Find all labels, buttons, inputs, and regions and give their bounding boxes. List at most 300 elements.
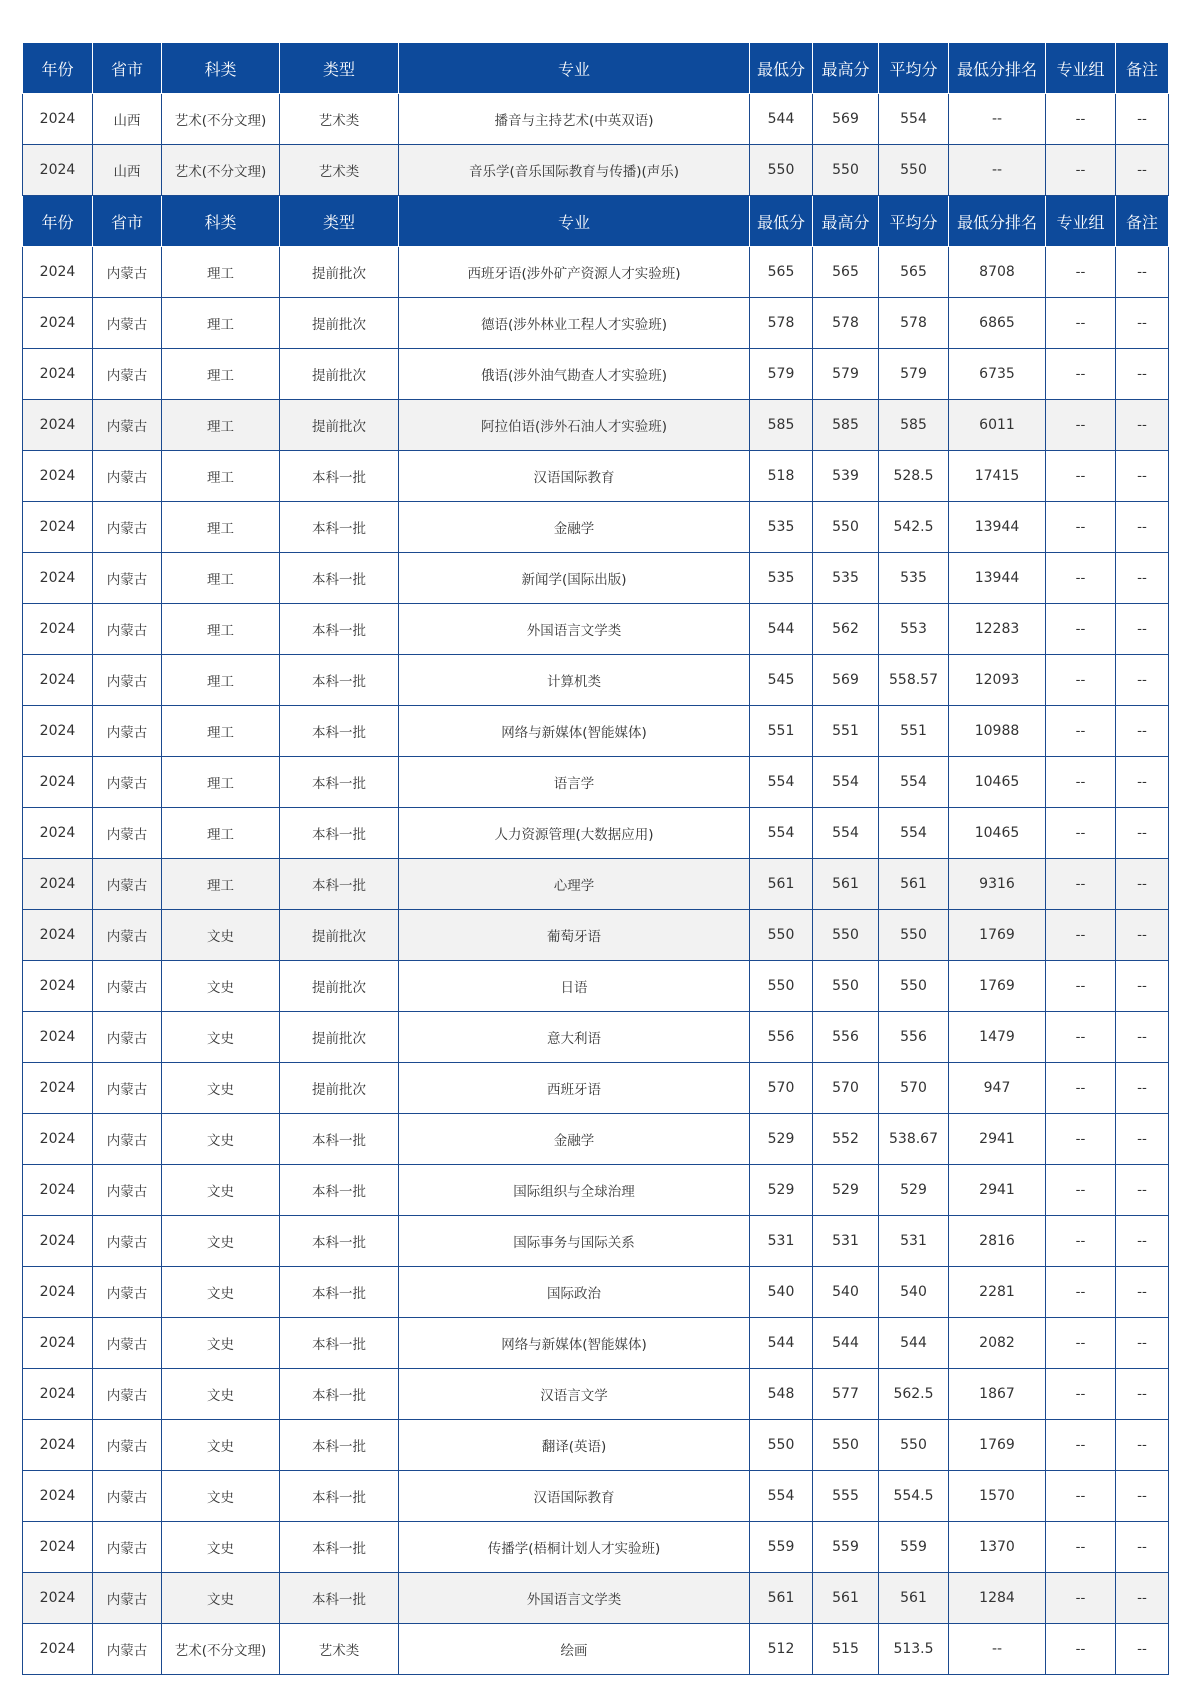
cell-remark: --: [1116, 706, 1169, 757]
cell-min-rank: 2281: [949, 1267, 1046, 1318]
cell-remark: --: [1116, 1522, 1169, 1573]
header-min-score: 最低分: [750, 196, 813, 247]
cell-batch: 本科一批: [280, 1471, 399, 1522]
cell-year: 2024: [23, 961, 93, 1012]
cell-year: 2024: [23, 451, 93, 502]
cell-avg-score: 558.57: [879, 655, 949, 706]
table-row: [23, 145, 1169, 196]
cell-major: 日语: [399, 961, 750, 1012]
cell-min-score: 535: [750, 502, 813, 553]
table-row: [23, 400, 1169, 451]
cell-min-score: 540: [750, 1267, 813, 1318]
cell-subject: 文史: [162, 1318, 280, 1369]
table-row: [23, 94, 1169, 145]
cell-remark: --: [1116, 94, 1169, 145]
table-body: [23, 43, 1169, 1675]
cell-subject: 文史: [162, 1114, 280, 1165]
cell-min-rank: 1769: [949, 1420, 1046, 1471]
cell-province: 内蒙古: [93, 349, 162, 400]
cell-year: 2024: [23, 349, 93, 400]
cell-batch: 本科一批: [280, 757, 399, 808]
cell-remark: --: [1116, 1012, 1169, 1063]
cell-min-rank: 10465: [949, 808, 1046, 859]
cell-year: 2024: [23, 655, 93, 706]
cell-max-score: 551: [813, 706, 879, 757]
cell-year: 2024: [23, 1573, 93, 1624]
cell-min-score: 544: [750, 604, 813, 655]
cell-year: 2024: [23, 145, 93, 196]
cell-min-rank: 2082: [949, 1318, 1046, 1369]
cell-year: 2024: [23, 1420, 93, 1471]
cell-min-rank: 1867: [949, 1369, 1046, 1420]
cell-remark: --: [1116, 349, 1169, 400]
cell-province: 内蒙古: [93, 553, 162, 604]
cell-batch: 提前批次: [280, 1012, 399, 1063]
cell-min-score: 570: [750, 1063, 813, 1114]
cell-remark: --: [1116, 553, 1169, 604]
cell-avg-score: 513.5: [879, 1624, 949, 1675]
table-row: [23, 502, 1169, 553]
cell-batch: 本科一批: [280, 1267, 399, 1318]
cell-major-group: --: [1046, 298, 1116, 349]
cell-batch: 本科一批: [280, 1573, 399, 1624]
cell-min-score: 544: [750, 1318, 813, 1369]
cell-min-score: 554: [750, 808, 813, 859]
cell-avg-score: 579: [879, 349, 949, 400]
table-row: [23, 961, 1169, 1012]
cell-min-rank: 6865: [949, 298, 1046, 349]
header-min-rank: 最低分排名: [949, 196, 1046, 247]
cell-avg-score: 559: [879, 1522, 949, 1573]
cell-max-score: 529: [813, 1165, 879, 1216]
cell-subject: 理工: [162, 247, 280, 298]
cell-province: 山西: [93, 145, 162, 196]
cell-min-rank: 13944: [949, 553, 1046, 604]
table-row: [23, 655, 1169, 706]
cell-max-score: 577: [813, 1369, 879, 1420]
cell-province: 内蒙古: [93, 1471, 162, 1522]
cell-max-score: 562: [813, 604, 879, 655]
header-major-group: 专业组: [1046, 43, 1116, 94]
cell-major-group: --: [1046, 1318, 1116, 1369]
cell-major-group: --: [1046, 1573, 1116, 1624]
cell-province: 内蒙古: [93, 451, 162, 502]
cell-avg-score: 550: [879, 961, 949, 1012]
cell-remark: --: [1116, 502, 1169, 553]
cell-avg-score: 585: [879, 400, 949, 451]
header-year: 年份: [23, 43, 93, 94]
cell-min-rank: 1769: [949, 961, 1046, 1012]
table-row: [23, 247, 1169, 298]
cell-max-score: 561: [813, 1573, 879, 1624]
cell-min-rank: 1284: [949, 1573, 1046, 1624]
cell-major-group: --: [1046, 1114, 1116, 1165]
cell-min-rank: 1769: [949, 910, 1046, 961]
cell-major: 金融学: [399, 1114, 750, 1165]
cell-year: 2024: [23, 1114, 93, 1165]
cell-remark: --: [1116, 247, 1169, 298]
cell-major-group: --: [1046, 706, 1116, 757]
cell-year: 2024: [23, 1624, 93, 1675]
table-row: [23, 910, 1169, 961]
header-major-group: 专业组: [1046, 196, 1116, 247]
cell-year: 2024: [23, 298, 93, 349]
cell-year: 2024: [23, 910, 93, 961]
cell-remark: --: [1116, 1318, 1169, 1369]
cell-province: 内蒙古: [93, 757, 162, 808]
cell-province: 内蒙古: [93, 1267, 162, 1318]
cell-major-group: --: [1046, 1420, 1116, 1471]
cell-min-score: 585: [750, 400, 813, 451]
cell-subject: 文史: [162, 1420, 280, 1471]
cell-year: 2024: [23, 859, 93, 910]
cell-batch: 提前批次: [280, 1063, 399, 1114]
cell-year: 2024: [23, 1012, 93, 1063]
cell-max-score: 555: [813, 1471, 879, 1522]
cell-major: 新闻学(国际出版): [399, 553, 750, 604]
cell-avg-score: 570: [879, 1063, 949, 1114]
cell-min-score: 559: [750, 1522, 813, 1573]
header-batch: 类型: [280, 196, 399, 247]
cell-batch: 本科一批: [280, 502, 399, 553]
header-batch: 类型: [280, 43, 399, 94]
cell-remark: --: [1116, 1114, 1169, 1165]
cell-min-score: 548: [750, 1369, 813, 1420]
cell-max-score: 579: [813, 349, 879, 400]
cell-province: 内蒙古: [93, 1573, 162, 1624]
cell-min-rank: 10465: [949, 757, 1046, 808]
cell-province: 内蒙古: [93, 298, 162, 349]
table-row: [23, 808, 1169, 859]
header-remark: 备注: [1116, 196, 1169, 247]
cell-max-score: 539: [813, 451, 879, 502]
cell-year: 2024: [23, 757, 93, 808]
cell-min-rank: 1570: [949, 1471, 1046, 1522]
cell-major-group: --: [1046, 859, 1116, 910]
cell-avg-score: 550: [879, 910, 949, 961]
header-province: 省市: [93, 43, 162, 94]
table-row: [23, 757, 1169, 808]
cell-year: 2024: [23, 400, 93, 451]
cell-major-group: --: [1046, 961, 1116, 1012]
header-avg-score: 平均分: [879, 196, 949, 247]
cell-min-score: 565: [750, 247, 813, 298]
header-major: 专业: [399, 196, 750, 247]
cell-subject: 理工: [162, 502, 280, 553]
cell-subject: 理工: [162, 553, 280, 604]
cell-subject: 文史: [162, 1369, 280, 1420]
cell-remark: --: [1116, 400, 1169, 451]
cell-avg-score: 553: [879, 604, 949, 655]
table-row: [23, 1573, 1169, 1624]
cell-max-score: 569: [813, 94, 879, 145]
cell-major-group: --: [1046, 451, 1116, 502]
cell-min-rank: 6011: [949, 400, 1046, 451]
cell-major-group: --: [1046, 1012, 1116, 1063]
cell-year: 2024: [23, 1522, 93, 1573]
cell-min-score: 556: [750, 1012, 813, 1063]
cell-max-score: 569: [813, 655, 879, 706]
cell-major: 俄语(涉外油气勘查人才实验班): [399, 349, 750, 400]
cell-avg-score: 540: [879, 1267, 949, 1318]
cell-avg-score: 551: [879, 706, 949, 757]
cell-min-score: 550: [750, 145, 813, 196]
cell-max-score: 544: [813, 1318, 879, 1369]
cell-subject: 艺术(不分文理): [162, 94, 280, 145]
cell-avg-score: 561: [879, 1573, 949, 1624]
cell-remark: --: [1116, 808, 1169, 859]
cell-major: 德语(涉外林业工程人才实验班): [399, 298, 750, 349]
cell-major-group: --: [1046, 1165, 1116, 1216]
header-subject: 科类: [162, 196, 280, 247]
cell-batch: 本科一批: [280, 1318, 399, 1369]
cell-min-score: 578: [750, 298, 813, 349]
cell-min-score: 531: [750, 1216, 813, 1267]
cell-batch: 提前批次: [280, 961, 399, 1012]
cell-province: 内蒙古: [93, 1369, 162, 1420]
cell-min-score: 579: [750, 349, 813, 400]
cell-avg-score: 578: [879, 298, 949, 349]
cell-major-group: --: [1046, 808, 1116, 859]
cell-major: 金融学: [399, 502, 750, 553]
cell-batch: 本科一批: [280, 1420, 399, 1471]
cell-major: 汉语国际教育: [399, 451, 750, 502]
cell-max-score: 554: [813, 757, 879, 808]
cell-batch: 提前批次: [280, 910, 399, 961]
cell-remark: --: [1116, 298, 1169, 349]
cell-year: 2024: [23, 1063, 93, 1114]
cell-subject: 艺术(不分文理): [162, 1624, 280, 1675]
cell-max-score: 585: [813, 400, 879, 451]
cell-major-group: --: [1046, 1369, 1116, 1420]
cell-avg-score: 554: [879, 94, 949, 145]
cell-subject: 文史: [162, 1267, 280, 1318]
cell-year: 2024: [23, 1216, 93, 1267]
cell-subject: 理工: [162, 451, 280, 502]
cell-province: 内蒙古: [93, 502, 162, 553]
cell-min-rank: 6735: [949, 349, 1046, 400]
cell-max-score: 535: [813, 553, 879, 604]
cell-year: 2024: [23, 553, 93, 604]
cell-avg-score: 562.5: [879, 1369, 949, 1420]
cell-major-group: --: [1046, 1624, 1116, 1675]
cell-avg-score: 556: [879, 1012, 949, 1063]
cell-remark: --: [1116, 1369, 1169, 1420]
cell-year: 2024: [23, 502, 93, 553]
cell-remark: --: [1116, 604, 1169, 655]
cell-max-score: 550: [813, 1420, 879, 1471]
cell-remark: --: [1116, 1165, 1169, 1216]
header-min-rank: 最低分排名: [949, 43, 1046, 94]
cell-major: 音乐学(音乐国际教育与传播)(声乐): [399, 145, 750, 196]
cell-year: 2024: [23, 1369, 93, 1420]
cell-avg-score: 554: [879, 808, 949, 859]
cell-major: 国际事务与国际关系: [399, 1216, 750, 1267]
cell-subject: 文史: [162, 1216, 280, 1267]
cell-batch: 本科一批: [280, 553, 399, 604]
cell-province: 内蒙古: [93, 604, 162, 655]
cell-min-rank: 17415: [949, 451, 1046, 502]
cell-min-score: 550: [750, 910, 813, 961]
cell-province: 内蒙古: [93, 1624, 162, 1675]
cell-avg-score: 554.5: [879, 1471, 949, 1522]
cell-major: 绘画: [399, 1624, 750, 1675]
table-row: [23, 1420, 1169, 1471]
cell-min-rank: --: [949, 145, 1046, 196]
cell-major: 西班牙语(涉外矿产资源人才实验班): [399, 247, 750, 298]
cell-subject: 文史: [162, 1165, 280, 1216]
cell-min-rank: 1370: [949, 1522, 1046, 1573]
cell-min-score: 551: [750, 706, 813, 757]
table-row: [23, 1624, 1169, 1675]
cell-year: 2024: [23, 808, 93, 859]
cell-major-group: --: [1046, 553, 1116, 604]
cell-major-group: --: [1046, 145, 1116, 196]
cell-min-score: 561: [750, 859, 813, 910]
cell-major: 外国语言文学类: [399, 604, 750, 655]
cell-remark: --: [1116, 1471, 1169, 1522]
cell-province: 内蒙古: [93, 655, 162, 706]
cell-avg-score: 565: [879, 247, 949, 298]
cell-batch: 本科一批: [280, 808, 399, 859]
cell-batch: 本科一批: [280, 655, 399, 706]
cell-subject: 文史: [162, 1471, 280, 1522]
cell-year: 2024: [23, 94, 93, 145]
cell-batch: 艺术类: [280, 145, 399, 196]
cell-province: 内蒙古: [93, 1012, 162, 1063]
cell-max-score: 554: [813, 808, 879, 859]
cell-max-score: 550: [813, 961, 879, 1012]
cell-major: 汉语言文学: [399, 1369, 750, 1420]
cell-min-rank: 2941: [949, 1165, 1046, 1216]
table-row: [23, 706, 1169, 757]
header-max-score: 最高分: [813, 43, 879, 94]
cell-subject: 理工: [162, 808, 280, 859]
cell-major-group: --: [1046, 910, 1116, 961]
cell-batch: 本科一批: [280, 1369, 399, 1420]
cell-major: 人力资源管理(大数据应用): [399, 808, 750, 859]
cell-major: 语言学: [399, 757, 750, 808]
cell-province: 内蒙古: [93, 808, 162, 859]
cell-major: 意大利语: [399, 1012, 750, 1063]
table-header-row: [23, 196, 1169, 247]
cell-remark: --: [1116, 1573, 1169, 1624]
cell-max-score: 559: [813, 1522, 879, 1573]
cell-major: 葡萄牙语: [399, 910, 750, 961]
cell-remark: --: [1116, 1420, 1169, 1471]
cell-max-score: 550: [813, 502, 879, 553]
table-row: [23, 1522, 1169, 1573]
cell-province: 内蒙古: [93, 910, 162, 961]
cell-batch: 本科一批: [280, 604, 399, 655]
cell-avg-score: 529: [879, 1165, 949, 1216]
cell-major-group: --: [1046, 94, 1116, 145]
cell-max-score: 565: [813, 247, 879, 298]
cell-remark: --: [1116, 1063, 1169, 1114]
cell-year: 2024: [23, 247, 93, 298]
table-header-row: [23, 43, 1169, 94]
table-row: [23, 604, 1169, 655]
header-major: 专业: [399, 43, 750, 94]
cell-subject: 理工: [162, 298, 280, 349]
cell-subject: 文史: [162, 1573, 280, 1624]
admission-scores-table: [22, 42, 1169, 1675]
cell-major-group: --: [1046, 1522, 1116, 1573]
cell-max-score: 515: [813, 1624, 879, 1675]
cell-min-score: 529: [750, 1165, 813, 1216]
cell-batch: 本科一批: [280, 1216, 399, 1267]
cell-year: 2024: [23, 1318, 93, 1369]
cell-batch: 提前批次: [280, 298, 399, 349]
cell-subject: 文史: [162, 1063, 280, 1114]
header-year: 年份: [23, 196, 93, 247]
cell-remark: --: [1116, 1624, 1169, 1675]
cell-min-rank: 2816: [949, 1216, 1046, 1267]
cell-min-score: 550: [750, 961, 813, 1012]
cell-year: 2024: [23, 1267, 93, 1318]
table-row: [23, 298, 1169, 349]
cell-province: 内蒙古: [93, 1420, 162, 1471]
table-row: [23, 1267, 1169, 1318]
table-row: [23, 349, 1169, 400]
cell-major-group: --: [1046, 247, 1116, 298]
table-row: [23, 1369, 1169, 1420]
cell-subject: 理工: [162, 655, 280, 706]
cell-province: 内蒙古: [93, 1216, 162, 1267]
cell-max-score: 578: [813, 298, 879, 349]
header-avg-score: 平均分: [879, 43, 949, 94]
cell-min-score: 518: [750, 451, 813, 502]
cell-min-rank: --: [949, 1624, 1046, 1675]
cell-batch: 艺术类: [280, 1624, 399, 1675]
cell-year: 2024: [23, 1471, 93, 1522]
cell-province: 内蒙古: [93, 1165, 162, 1216]
cell-min-score: 554: [750, 757, 813, 808]
cell-min-rank: 9316: [949, 859, 1046, 910]
cell-major-group: --: [1046, 1216, 1116, 1267]
cell-min-rank: 12283: [949, 604, 1046, 655]
cell-max-score: 552: [813, 1114, 879, 1165]
cell-min-score: 545: [750, 655, 813, 706]
cell-avg-score: 554: [879, 757, 949, 808]
table-row: [23, 1318, 1169, 1369]
cell-min-rank: 10988: [949, 706, 1046, 757]
cell-province: 内蒙古: [93, 1063, 162, 1114]
cell-subject: 文史: [162, 910, 280, 961]
cell-batch: 本科一批: [280, 1165, 399, 1216]
cell-subject: 理工: [162, 400, 280, 451]
cell-min-score: 554: [750, 1471, 813, 1522]
cell-year: 2024: [23, 604, 93, 655]
cell-major-group: --: [1046, 655, 1116, 706]
cell-subject: 文史: [162, 1522, 280, 1573]
cell-max-score: 556: [813, 1012, 879, 1063]
cell-province: 内蒙古: [93, 859, 162, 910]
cell-min-score: 544: [750, 94, 813, 145]
cell-batch: 本科一批: [280, 1522, 399, 1573]
cell-subject: 艺术(不分文理): [162, 145, 280, 196]
cell-major: 阿拉伯语(涉外石油人才实验班): [399, 400, 750, 451]
cell-major: 播音与主持艺术(中英双语): [399, 94, 750, 145]
cell-province: 内蒙古: [93, 400, 162, 451]
cell-min-rank: 8708: [949, 247, 1046, 298]
cell-province: 山西: [93, 94, 162, 145]
cell-remark: --: [1116, 961, 1169, 1012]
cell-major-group: --: [1046, 604, 1116, 655]
cell-province: 内蒙古: [93, 961, 162, 1012]
cell-max-score: 531: [813, 1216, 879, 1267]
cell-major-group: --: [1046, 1063, 1116, 1114]
